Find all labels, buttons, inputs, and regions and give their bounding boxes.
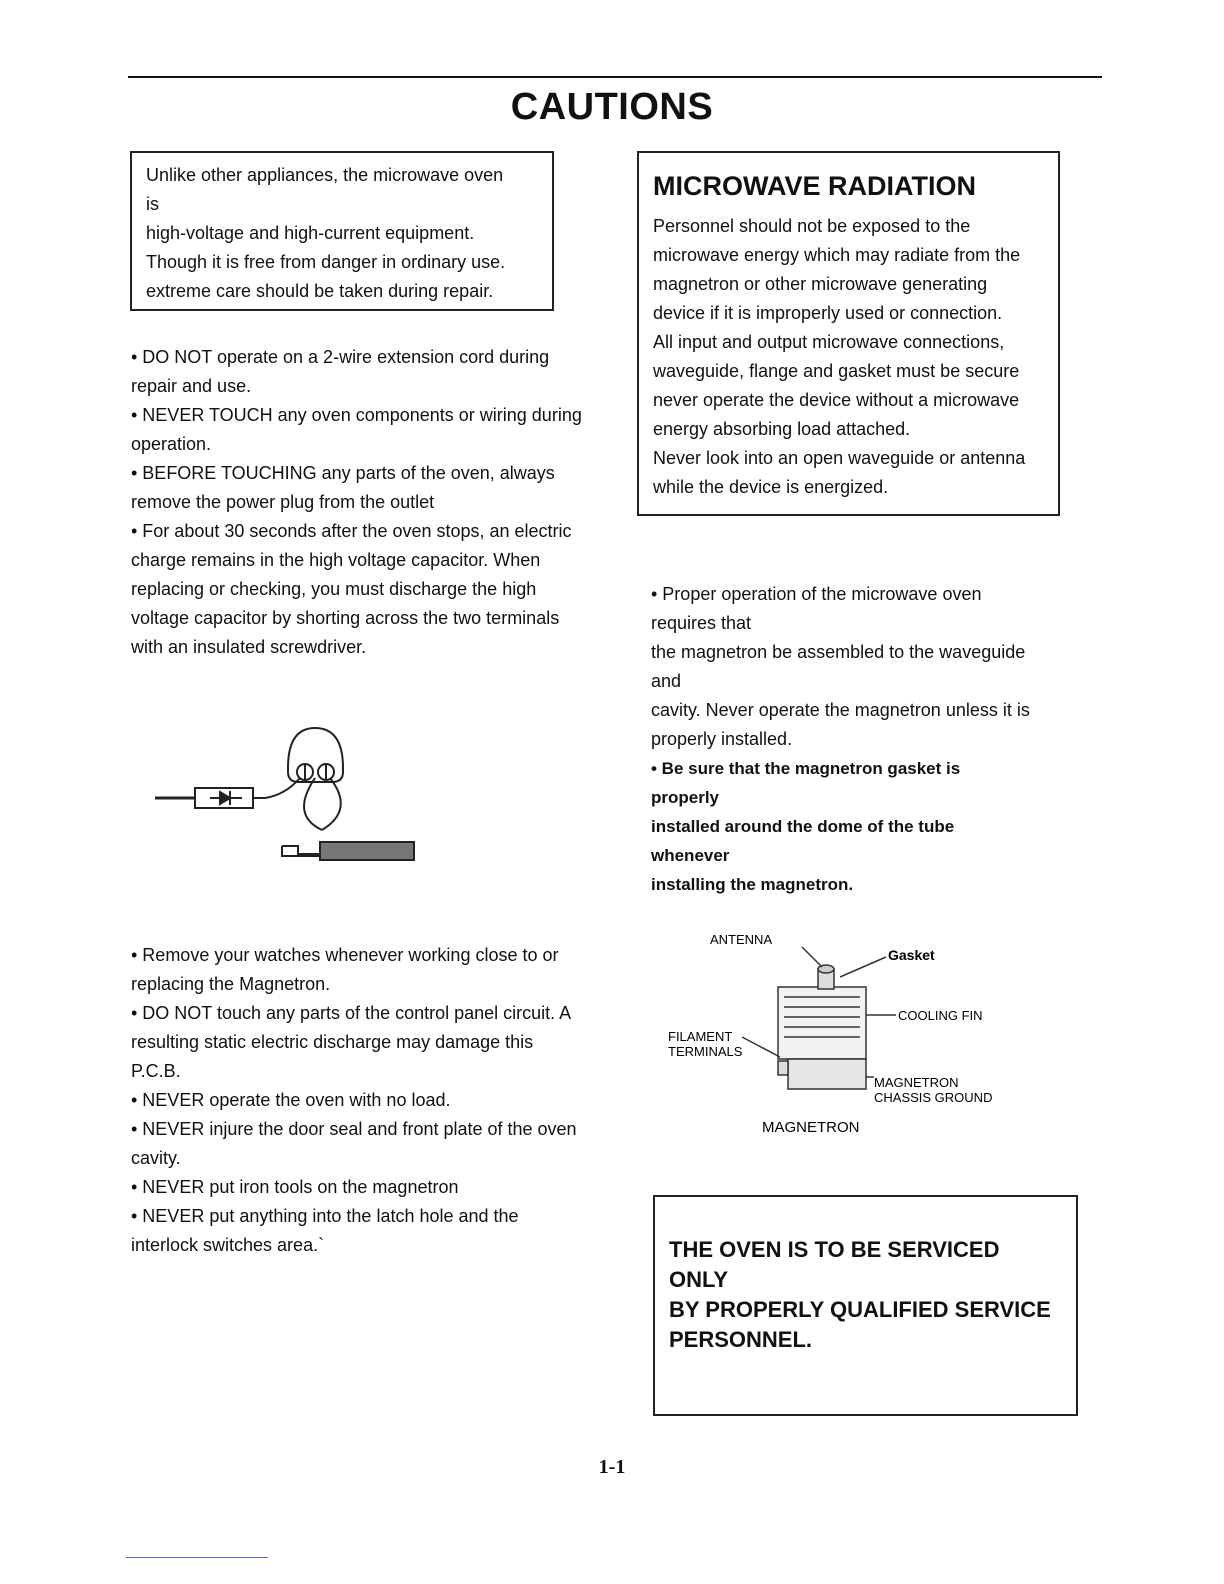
- instruction-line: resulting static electric discharge may damage this: [131, 1032, 534, 1052]
- instruction-line: requires that: [651, 613, 752, 633]
- radiation-line: Personnel should not be exposed to the: [653, 216, 971, 236]
- instruction-line: and: [651, 671, 682, 691]
- instruction-line: • Proper operation of the microwave oven: [651, 584, 982, 604]
- instruction-line: • For about 30 seconds after the oven stops, an electric: [131, 521, 572, 541]
- intro-line: extreme care should be taken during repair.: [146, 281, 494, 301]
- instruction-line: • DO NOT operate on a 2-wire extension cord during: [131, 347, 550, 367]
- instruction-line: • NEVER TOUCH any oven components or wiring during: [131, 405, 582, 425]
- magnetron-part-label: MAGNETRON: [874, 1075, 959, 1090]
- magnetron-illustration: [660, 925, 1000, 1140]
- magnetron-caption: MAGNETRON: [762, 1119, 860, 1136]
- bold-instruction-line: properly: [651, 788, 720, 807]
- radiation-line: never operate the device without a microwave: [653, 390, 1020, 410]
- bold-instruction-line: installing the magnetron.: [651, 875, 854, 894]
- instruction-line: operation.: [131, 434, 212, 454]
- footnote-rule: [126, 1557, 268, 1558]
- lower-left-instructions: [131, 941, 611, 1260]
- intro-line: Though it is free from danger in ordinary use.: [146, 252, 506, 272]
- radiation-line: waveguide, flange and gasket must be secure: [653, 361, 1020, 381]
- instruction-line: repair and use.: [131, 376, 252, 396]
- capacitor-discharge-illustration: [150, 720, 430, 870]
- bold-instruction-line: whenever: [651, 846, 730, 865]
- filament-label: FILAMENT: [668, 1029, 733, 1044]
- instruction-line: cavity.: [131, 1148, 181, 1168]
- top-rule: [128, 76, 1102, 78]
- instruction-line: interlock switches area.`: [131, 1235, 325, 1255]
- instruction-line: replacing or checking, you must discharge the high: [131, 579, 537, 599]
- instruction-line: • NEVER put iron tools on the magnetron: [131, 1177, 459, 1197]
- instruction-line: cavity. Never operate the magnetron unless it is: [651, 700, 1030, 720]
- bold-instruction-line: • Be sure that the magnetron gasket is: [651, 759, 961, 778]
- instruction-line: with an insulated screwdriver.: [131, 637, 367, 657]
- radiation-line: while the device is energized.: [653, 477, 889, 497]
- cooling-fin-label: COOLING FIN: [898, 1008, 983, 1023]
- chassis-ground-label: CHASSIS GROUND: [874, 1090, 993, 1105]
- radiation-line: device if it is improperly used or connection.: [653, 303, 1003, 323]
- service-line: BY PROPERLY QUALIFIED SERVICE: [669, 1297, 1051, 1322]
- right-instructions: [651, 580, 1071, 899]
- service-line: THE OVEN IS TO BE SERVICED: [669, 1237, 1000, 1262]
- service-line: PERSONNEL.: [669, 1327, 813, 1352]
- intro-warning-box: [130, 151, 554, 311]
- radiation-heading: MICROWAVE RADIATION: [653, 171, 976, 201]
- intro-line: high-voltage and high-current equipment.: [146, 223, 475, 243]
- antenna-label: ANTENNA: [710, 932, 773, 947]
- instruction-line: remove the power plug from the outlet: [131, 492, 435, 512]
- page-title: CAUTIONS: [510, 86, 714, 128]
- intro-line: Unlike other appliances, the microwave oven: [146, 165, 504, 185]
- radiation-line: magnetron or other microwave generating: [653, 274, 988, 294]
- instruction-line: the magnetron be assembled to the waveguide: [651, 642, 1026, 662]
- instruction-line: • NEVER operate the oven with no load.: [131, 1090, 451, 1110]
- instruction-line: • Remove your watches whenever working close to or: [131, 945, 559, 965]
- instruction-line: P.C.B.: [131, 1061, 181, 1081]
- microwave-radiation-box: [637, 151, 1060, 516]
- instruction-line: • NEVER put anything into the latch hole and the: [131, 1206, 519, 1226]
- bold-instruction-line: installed around the dome of the tube: [651, 817, 955, 836]
- radiation-line: energy absorbing load attached.: [653, 419, 911, 439]
- instruction-line: • DO NOT touch any parts of the control panel circuit. A: [131, 1003, 572, 1023]
- page-number: 1-1: [598, 1456, 626, 1478]
- radiation-line: Never look into an open waveguide or antenna: [653, 448, 1026, 468]
- instruction-line: voltage capacitor by shorting across the two terminals: [131, 608, 560, 628]
- gasket-label: Gasket: [888, 947, 935, 963]
- left-instructions: [131, 343, 611, 662]
- instruction-line: • BEFORE TOUCHING any parts of the oven, always: [131, 463, 555, 483]
- service-notice-box: [653, 1195, 1078, 1416]
- instruction-line: properly installed.: [651, 729, 793, 749]
- terminals-label: TERMINALS: [668, 1044, 743, 1059]
- service-line: ONLY: [669, 1267, 729, 1292]
- instruction-line: charge remains in the high voltage capacitor. When: [131, 550, 541, 570]
- instruction-line: • NEVER injure the door seal and front plate of the oven: [131, 1119, 577, 1139]
- radiation-line: microwave energy which may radiate from the: [653, 245, 1021, 265]
- intro-line: is: [146, 194, 159, 214]
- instruction-line: replacing the Magnetron.: [131, 974, 331, 994]
- radiation-line: All input and output microwave connections,: [653, 332, 1005, 352]
